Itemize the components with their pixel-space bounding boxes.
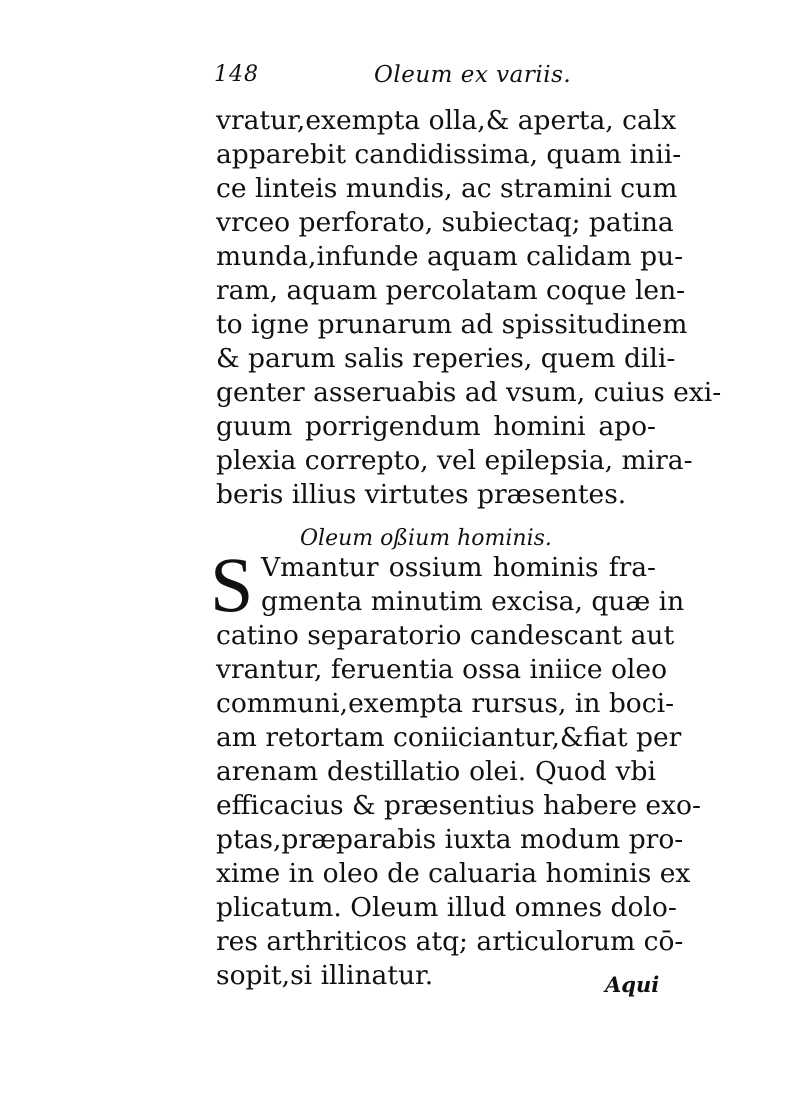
drop-cap: S bbox=[210, 541, 254, 628]
section-heading: Oleum oßium hominis. bbox=[300, 526, 552, 551]
text-line: genter asseruabis ad vsum, cuius exi- bbox=[216, 377, 722, 408]
text-line: arenam destillatio olei. Quod vbi bbox=[216, 756, 656, 787]
paragraph-continued bbox=[216, 104, 722, 512]
text-line: ram, aquam percolatam coque len- bbox=[216, 275, 686, 306]
text-line: plexia correpto, vel epilepsia, mira- bbox=[216, 445, 693, 476]
text-line: gmenta minutim excisa, quæ in bbox=[261, 586, 685, 617]
paragraph-oleum-ossium bbox=[216, 551, 701, 993]
text-line: munda,infunde aquam calidam pu- bbox=[216, 241, 684, 272]
page-number: 148 bbox=[214, 62, 259, 87]
text-line: efficacius & præsentius habere exo- bbox=[216, 790, 701, 821]
text-line: ptas,præparabis iuxta modum pro- bbox=[216, 824, 684, 855]
text-line: vrceo perforato, subiectaq; patina bbox=[216, 207, 674, 238]
text-line: & parum salis reperies, quem dili- bbox=[216, 343, 676, 374]
text-line: vrantur, feruentia ossa iniice oleo bbox=[216, 654, 668, 685]
text-line: catino separatorio candescant aut bbox=[216, 620, 675, 651]
text-line: sopit,si illinatur. bbox=[216, 960, 434, 991]
catchword: Aqui bbox=[605, 972, 660, 997]
running-title: Oleum ex variis. bbox=[374, 62, 572, 88]
text-line: res arthriticos atq; articulorum cō- bbox=[216, 926, 684, 957]
text-line: communi,exempta rursus, in boci- bbox=[216, 688, 675, 719]
text-line: beris illius virtutes præsentes. bbox=[216, 479, 627, 510]
text-line: vratur,exempta olla,& aperta, calx bbox=[216, 105, 677, 136]
page-header bbox=[214, 62, 674, 96]
text-line: guum porrigendum homini apo- bbox=[216, 411, 656, 442]
text-line: xime in oleo de caluaria hominis ex bbox=[216, 858, 691, 889]
text-line: am retortam coniiciantur,&fiat per bbox=[216, 722, 682, 753]
text-line: to igne prunarum ad spissitudinem bbox=[216, 309, 688, 340]
text-line: ce linteis mundis, ac stramini cum bbox=[216, 173, 678, 204]
text-line: Vmantur ossium hominis fra- bbox=[261, 552, 656, 583]
text-line: plicatum. Oleum illud omnes dolo- bbox=[216, 892, 677, 923]
text-line: apparebit candidissima, quam inii- bbox=[216, 139, 682, 170]
